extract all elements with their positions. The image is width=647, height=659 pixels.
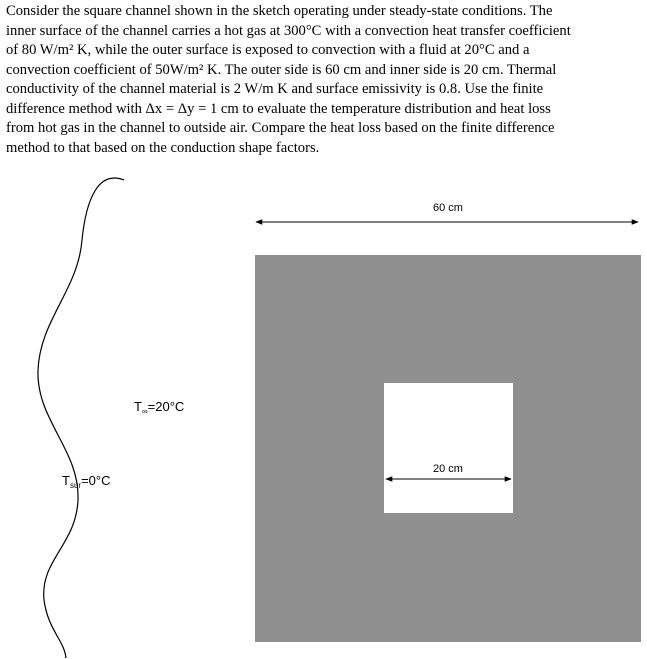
t-inf-symbol: T: [134, 399, 142, 414]
outer-dimension-label: 60 cm: [433, 202, 463, 214]
channel-inner-hole: [384, 383, 513, 513]
problem-line: inner surface of the channel carries a hot gas at 300°C with a convection heat transfer coefficient: [6, 22, 571, 39]
t-inf-value: =20°C: [147, 399, 185, 414]
problem-line: difference method with Δx = Δy = 1 cm to evaluate the temperature distribution and heat loss: [6, 100, 551, 117]
surroundings-boundary: [38, 178, 124, 658]
t-sur-label: [62, 473, 111, 490]
t-inf-label: [134, 399, 184, 416]
problem-line: conductivity of the channel material is 2 W/m K and surface emissivity is 0.8. Use the finite: [6, 81, 544, 97]
problem-line: from hot gas in the channel to outside air. Compare the heat loss based on the finite difference: [6, 120, 555, 136]
problem-line: method to that based on the conduction shape factors.: [6, 139, 320, 156]
problem-line: of 80 W/m² K, while the outer surface is exposed to convection with a fluid at 20°C and a: [6, 42, 530, 58]
t-sur-value: =0°C: [81, 473, 111, 488]
t-sur-subscript: sur: [69, 481, 82, 490]
inner-dimension-label: 20 cm: [433, 463, 463, 475]
t-sur-symbol: T: [62, 473, 70, 488]
problem-line: Consider the square channel shown in the sketch operating under steady-state conditions. The: [6, 3, 553, 19]
problem-line: convection coefficient of 50W/m² K. The outer side is 60 cm and inner side is 20 cm. Thermal: [6, 61, 557, 78]
t-inf-subscript: ∞: [141, 407, 148, 416]
